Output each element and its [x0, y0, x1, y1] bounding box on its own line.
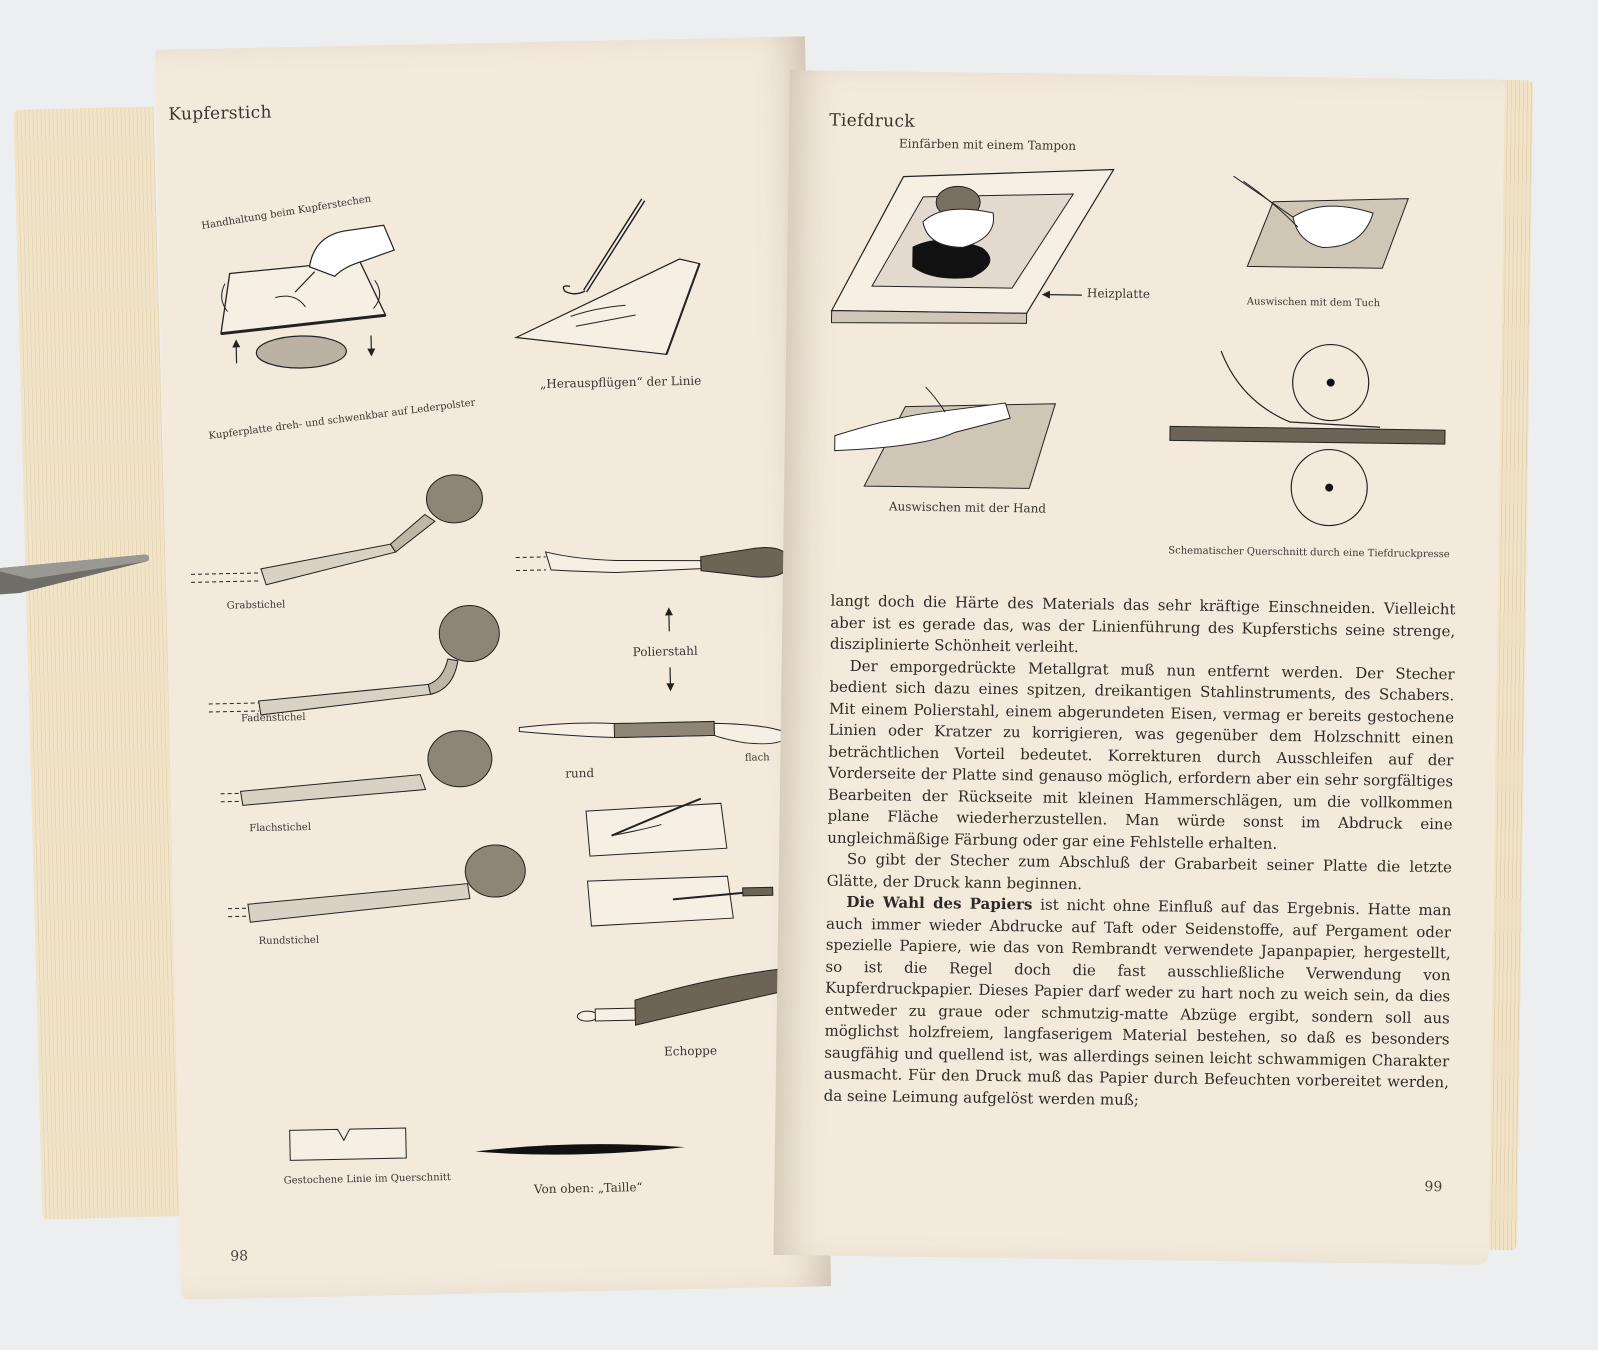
paragraph-4-lead: Die Wahl des Papiers	[846, 892, 1033, 914]
caption-heizplatte: Heizplatte	[1086, 286, 1151, 302]
caption-rundstichel: Rundstichel	[258, 934, 320, 948]
paragraph-3-text: So gibt der Stecher zum Abschluß der Grabarbeit seiner Platte die letzte Glätte, der Druck kann beginnen.	[826, 849, 1453, 893]
arrow-left-icon	[1042, 289, 1082, 302]
caption-cross-section: Gestochene Linie im Querschnitt	[283, 1172, 451, 1187]
caption-hand-position: Handhaltung beim Kupferstechen	[200, 193, 372, 232]
left-page	[155, 36, 831, 1299]
caption-cloth: Auswischen mit dem Tuch	[1246, 296, 1381, 310]
caption-plowing: „Herauspflügen“ der Linie	[539, 373, 702, 392]
plate-sketch-2	[582, 872, 783, 936]
grabstichel-illustration	[189, 478, 491, 594]
rundstichel-illustration	[227, 842, 529, 948]
plowing-illustration	[513, 194, 706, 358]
running-head-left: Kupferstich	[168, 102, 272, 125]
hand-position-illustration	[214, 220, 417, 374]
cross-section-illustration	[288, 1125, 409, 1164]
cloth-wipe-illustration	[1222, 176, 1414, 289]
knife-blade	[0, 553, 160, 595]
hand-wipe-illustration	[834, 376, 1066, 499]
caption-rund: rund	[565, 765, 595, 781]
body-text	[824, 591, 1456, 1116]
caption-polierstahl: Polierstahl	[632, 643, 698, 660]
paragraph-4	[824, 892, 1452, 1116]
burnisher-illustration	[515, 526, 816, 602]
caption-flachstichel: Flachstichel	[249, 821, 312, 835]
paragraph-1	[830, 591, 1456, 664]
arrow-down-icon	[664, 667, 677, 691]
caption-echoppe: Echoppe	[663, 1043, 718, 1059]
page-number-left: 98	[230, 1248, 249, 1265]
paragraph-1-text: langt doch die Härte des Materials das sehr kräftige Einschneiden. Vielleicht aber ist es gerade das, was der Linienführung des Kupferstichs seine strenge, disziplinierte Schönheit verleiht.	[829, 591, 1456, 657]
left-page-stack	[13, 106, 182, 1219]
caption-taille: Von oben: „Taille“	[533, 1180, 643, 1197]
caption-flach: flach	[744, 752, 770, 764]
taille-illustration	[473, 1137, 688, 1161]
paragraph-2-text: Der emporgedrückte Metallgrat muß nun entfernt werden. Der Stecher bedient sich dazu eines spitzen, dreikantigen Stahlinstruments, des Schabers. Mit einem Polierstahl, einem abgerundeten Eisen, vermag er bereits gestochene Linien oder Kratzer zu korrigieren, was gegenüber dem Holzschnitt einen beträchtlichen Vorteil bedeutet. Korrekturen durch Ausschleifen auf der Vorderseite der Platte sind genauso möglich, erfordern aber ein sehr sorgfältiges Bearbeiten der Rückseite mit kleinen Hammerschlägen, um die vollkommen plane Fläche wiederherzustellen. Man würde sonst im Abdruck eine ungleichmäßige Färbung oder gar eine Fehlstelle erhalten.	[827, 656, 1455, 853]
caption-hand: Auswischen mit der Hand	[888, 499, 1047, 516]
caption-press: Schematischer Querschnitt durch eine Tiefdruckpresse	[1168, 545, 1450, 561]
tampon-illustration	[831, 161, 1118, 340]
echoppe-illustration	[574, 967, 785, 1031]
arrow-up-icon	[663, 607, 676, 631]
flachstichel-illustration	[219, 728, 501, 824]
right-page	[773, 70, 1504, 1265]
plate-sketch-1	[581, 793, 742, 866]
fadenstichel-illustration	[207, 598, 509, 724]
caption-tampon: Einfärben mit einem Tampon	[898, 136, 1077, 154]
burnisher-flat-illustration	[514, 702, 805, 758]
press-illustration	[1168, 340, 1446, 544]
caption-grabstichel: Grabstichel	[226, 599, 286, 612]
caption-fadenstichel: Fadenstichel	[240, 711, 306, 725]
running-head-right: Tiefdruck	[829, 110, 916, 132]
page-number-right: 99	[1424, 1178, 1443, 1196]
caption-plate-cushion: Kupferplatte dreh- und schwenkbar auf Lederpolster	[208, 397, 477, 442]
paragraph-4-text: ist nicht ohne Einfluß auf das Ergebnis. Hatte man auch immer wieder Abdrucke auf Taft oder Seidenstoffe, auf Pergament oder spezielle Papiere, wie das von Rembrandt verwendete Japanpapier, hergestellt, so ist die Regel doch die fast ausschließliche Verwendung von Kupferdruckpapier. Dieses Papier darf weder zu hart noch zu weich sein, da dies entweder zu graue oder schmutzig-matte Abzüge ergibt, sondern soll aus möglichst holzfreiem, langfaserigem Material bestehen, so daß es besonders saugfähig und quellend ist, was allerdings seinen leicht schwammigen Charakter ausmacht. Für den Druck muß das Papier durch Befeuchten vorbereitet werden, da seine Leimung aufgelöst werden muß;	[823, 895, 1452, 1109]
paragraph-2	[827, 655, 1455, 857]
